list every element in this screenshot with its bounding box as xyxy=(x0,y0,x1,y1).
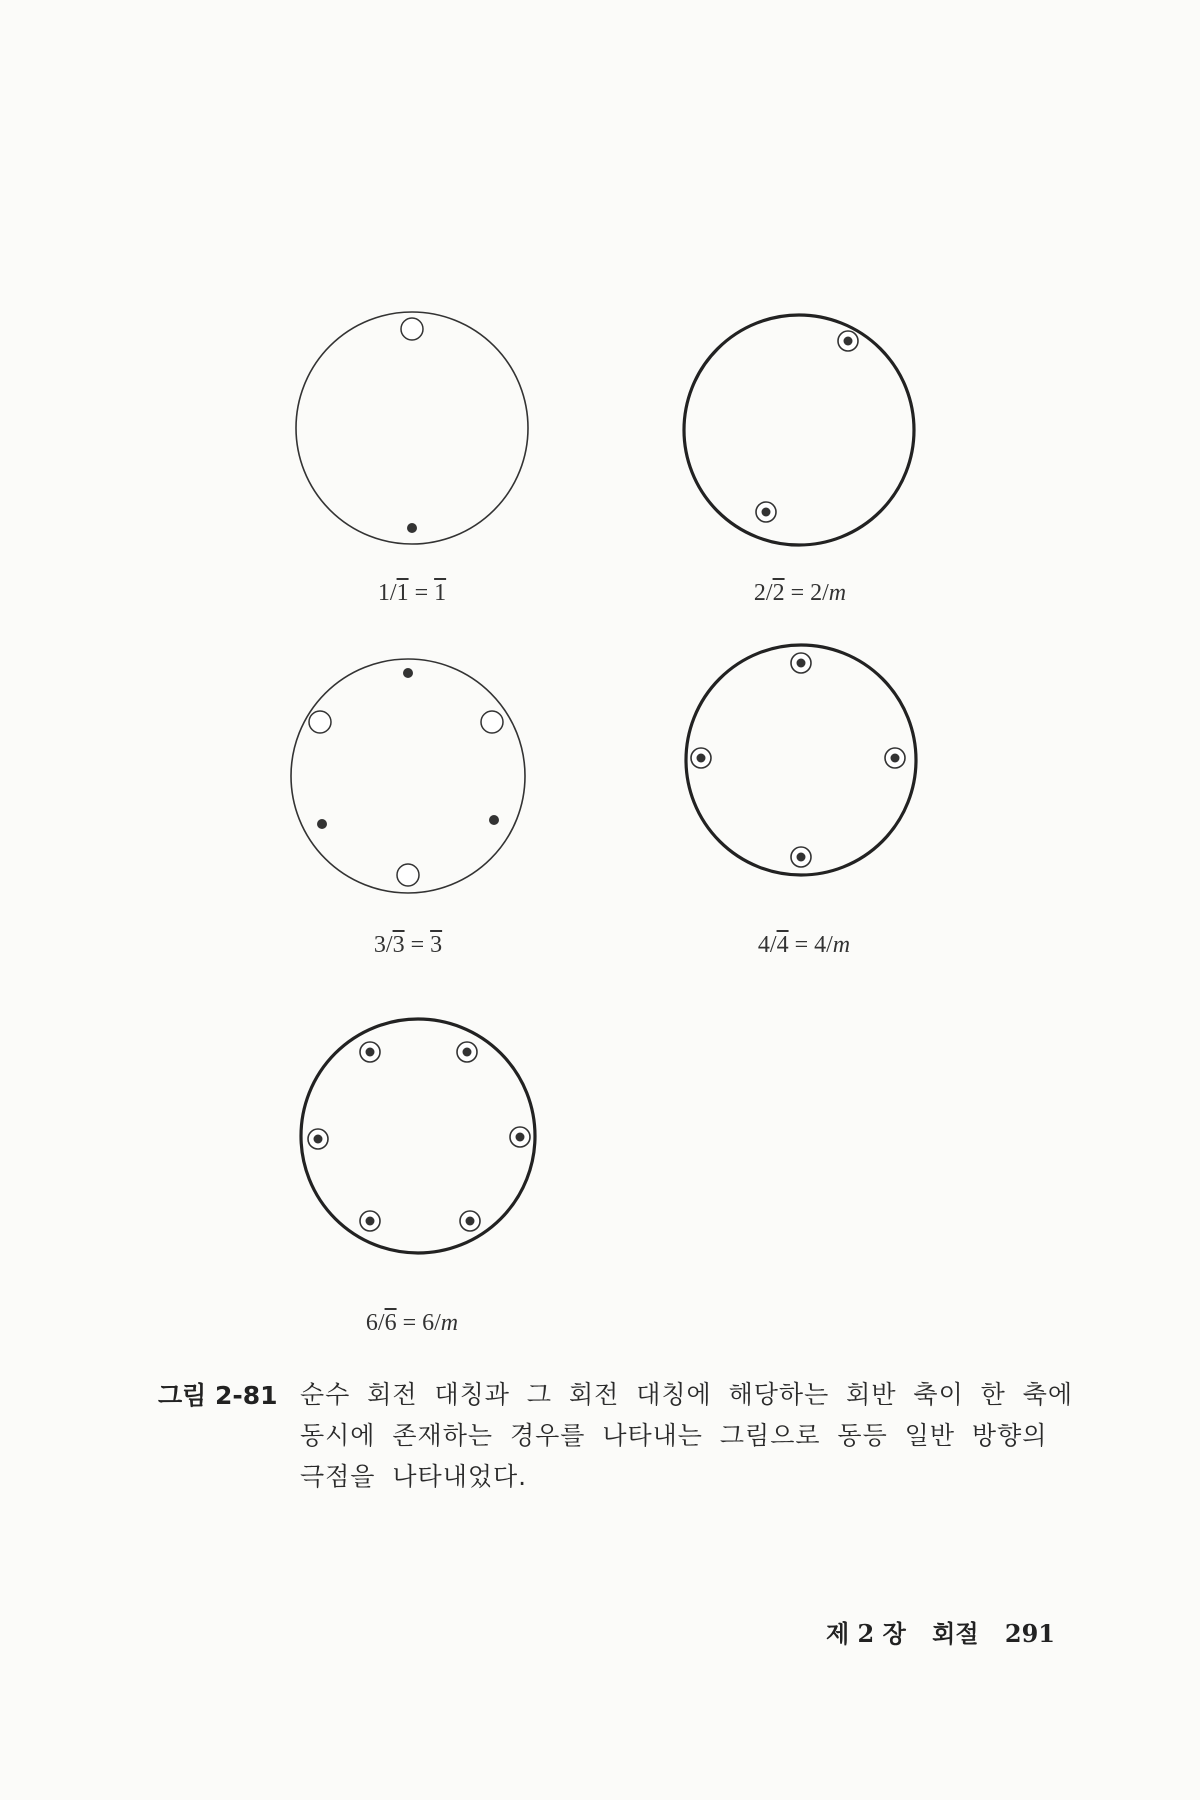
pole-coincident xyxy=(510,1127,530,1147)
pole-filled xyxy=(403,668,413,678)
pole-filled xyxy=(317,819,327,829)
primitive-circle xyxy=(296,312,528,544)
primitive-circle xyxy=(291,659,525,893)
figure-caption-label: 그림 2-81 xyxy=(158,1381,278,1410)
label-3bar: 3/3 = 3 xyxy=(373,932,443,958)
pole-coincident xyxy=(691,748,711,768)
pole-coincident xyxy=(791,847,811,867)
pole-coincident xyxy=(360,1211,380,1231)
primitive-circle xyxy=(301,1019,535,1253)
pole-open xyxy=(309,711,331,733)
pole-coincident xyxy=(791,653,811,673)
page-footer xyxy=(808,1614,1055,1649)
stereogram-3bar xyxy=(291,659,525,893)
pole-filled xyxy=(489,815,499,825)
pole-open xyxy=(397,864,419,886)
label-6-m: 6/6 = 6/m xyxy=(365,1310,459,1336)
primitive-circle xyxy=(684,315,914,545)
label-2-m: 2/2 = 2/m xyxy=(753,580,847,606)
pole-coincident xyxy=(460,1211,480,1231)
pole-coincident xyxy=(885,748,905,768)
stereogram-2-m xyxy=(684,315,914,545)
label-1bar: 1/1 = 1 xyxy=(377,580,447,606)
stereogram-6-m xyxy=(301,1019,535,1253)
pole-coincident xyxy=(360,1042,380,1062)
pole-coincident xyxy=(838,331,858,351)
primitive-circle xyxy=(686,645,916,875)
pole-open xyxy=(401,318,423,340)
stereogram-4-m xyxy=(686,645,916,875)
figure-caption-text: 순수 회전 대칭과 그 회전 대칭에 해당하는 회반 축이 한 축에 동시에 존재하는 경우를 나타내는 그림으로 동등 일반 방향의 극점을 나타내었다. xyxy=(300,1380,1074,1491)
footer-section: 회절 xyxy=(932,1619,979,1648)
stereogram-1bar xyxy=(296,312,528,544)
label-4-m: 4/4 = 4/m xyxy=(757,932,851,958)
pole-coincident xyxy=(756,502,776,522)
pole-open xyxy=(481,711,503,733)
page-number: 291 xyxy=(1004,1619,1055,1648)
pole-filled xyxy=(407,523,417,533)
pole-coincident xyxy=(308,1129,328,1149)
footer-chapter: 제 2 장 xyxy=(826,1619,906,1648)
pole-coincident xyxy=(457,1042,477,1062)
